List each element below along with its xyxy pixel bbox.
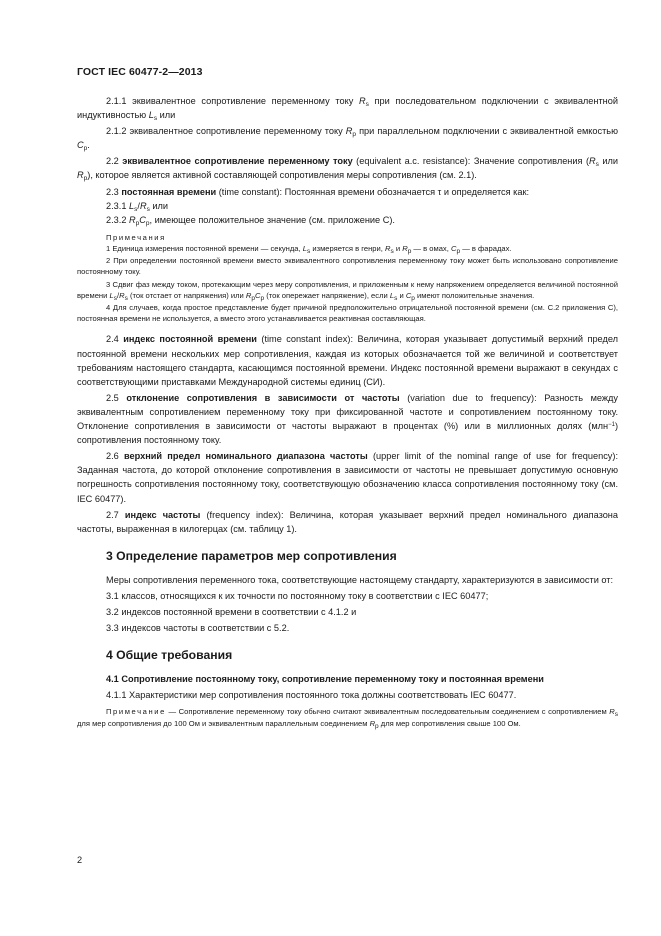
section-3-intro: Меры сопротивления переменного тока, соответствующие настоящему стандарту, характеризуются в зависимости от: bbox=[106, 574, 614, 585]
clause-2-6: 2.6 верхний предел номинального диапазона частоты (upper limit of the nominal range of use for frequency): Заданная частота, до которой отклонение сопротивления в зависимости от частоты не превышает допустимую основную погрешность сопротивления постоянному току, соответствующую обозначению класса сопротивления постоянному току (см. IEC 60477). bbox=[77, 451, 619, 504]
section-3-heading: 3 Определение параметров мер сопротивления bbox=[106, 548, 397, 563]
clause-2-1-1: 2.1.1 эквивалентное сопротивление переменному току $R_s$ при последовательном подключении с эквивалентной индуктивностью $L_s$ или bbox=[77, 96, 618, 123]
notes-heading: Примечания bbox=[106, 232, 166, 242]
list-item: 3.2 индексов постоянной времени в соответствии с 4.1.2 и bbox=[106, 606, 357, 617]
clause-2-5: 2.5 отклонение сопротивления в зависимости от частоты (variation due to frequency): Разность между эквивалентным сопротивлением переменному току при фиксированной частоте и сопротивлением постоянному току. Отклонение сопротивления в зависимости от частоты выражают в процентах (%) или в миллионных долях (млн$^{-1}$) сопротивления постоянному току. bbox=[77, 392, 619, 446]
document-header: ГОСТ IEC 60477-2—2013 bbox=[77, 66, 203, 78]
list-item: 3.1 классов, относящихся к их точности по постоянному току в соответствии с IEC 60477; bbox=[106, 590, 489, 601]
clause-2-3-1: 2.3.1 $L_s/R_s$ или bbox=[106, 200, 169, 213]
clause-2-1-2: 2.1.2 эквивалентное сопротивление переменному току $R_p$ при параллельном подключении с эквивалентной емкостью $C_p$. bbox=[77, 126, 618, 153]
clause-2-2: 2.2 эквивалентное сопротивление переменному току (equivalent a.c. resistance): Значение сопротивления ($R_s$ или $R_p$), которое является активной составляющей сопротивления меры сопротивления (см. 2.1). bbox=[77, 156, 619, 183]
clause-2-3: 2.3 постоянная времени (time constant): Постоянная времени обозначается τ и определяется как: bbox=[106, 186, 530, 197]
clause-2-3-2: 2.3.2 $R_pC_p$, имеющее положительное значение (см. приложение С). bbox=[106, 214, 395, 227]
subsection-4-1-heading: 4.1 Сопротивление постоянному току, сопротивление переменному току и постоянная времени bbox=[106, 674, 544, 685]
note-4-1-1: Примечание — Сопротивление переменному току обычно считают эквивалентным последовательным соединением с сопротивлением $R_s$ для мер сопротивления до 100 Ом и эквивалентным параллельным соединением $R_p$ для мер сопротивления свыше 100 Ом. bbox=[77, 707, 618, 730]
note-4: 4 Для случаев, когда простое представление будет причиной предположительно отрицательной постоянной времени (см. С.2 приложения С), постоянная времени не используется, а вместо этого устанавливается реактивная составляющая. bbox=[77, 303, 618, 324]
clause-4-1-1: 4.1.1 Характеристики мер сопротивления постоянного тока должны соответствовать IEC 60477. bbox=[106, 690, 517, 701]
note-1: 1 Единица измерения постоянной времени — секунда, $L_s$ измеряется в генри, $R_s$ и $R_p$ — в омах, $C_p$ — в фарадах. bbox=[106, 244, 512, 256]
document-body bbox=[77, 94, 618, 730]
note-2: 2 При определении постоянной времени вместо эквивалентного сопротивления переменному току может быть использовано сопротивление постоянному току. bbox=[77, 256, 618, 277]
section-4-heading: 4 Общие требования bbox=[106, 648, 233, 663]
clause-2-4: 2.4 индекс постоянной времени (time constant index): Величина, которая указывает допустимый верхний предел постоянной времени нескольких мер сопротивления, каждая из которых обозначается той же величиной и соответствует требованиям настоящего стандарта, касающимся постоянной времени. Индекс постоянной времени выражают в секундах с соответствующими приставками Международной системы единиц (СИ). bbox=[77, 334, 618, 387]
list-item: 3.3 индексов частоты в соответствии с 5.2. bbox=[106, 623, 290, 634]
page-number: 2 bbox=[77, 855, 83, 865]
clause-2-7: 2.7 индекс частоты (frequency index): Величина, которая указывает верхний предел номинального диапазона частоты, выраженная в килогерцах (см. таблицу 1). bbox=[77, 509, 618, 534]
note-3: 3 Сдвиг фаз между током, протекающим через меру сопротивления, и приложенным к нему напряжением определяется величиной постоянной времени $L_s/R_s$ (ток отстает от напряжения) или $R_pC_p$ (ток опережает напряжение), если $L_s$ и $C_p$ имеют положительные значения. bbox=[77, 279, 618, 302]
